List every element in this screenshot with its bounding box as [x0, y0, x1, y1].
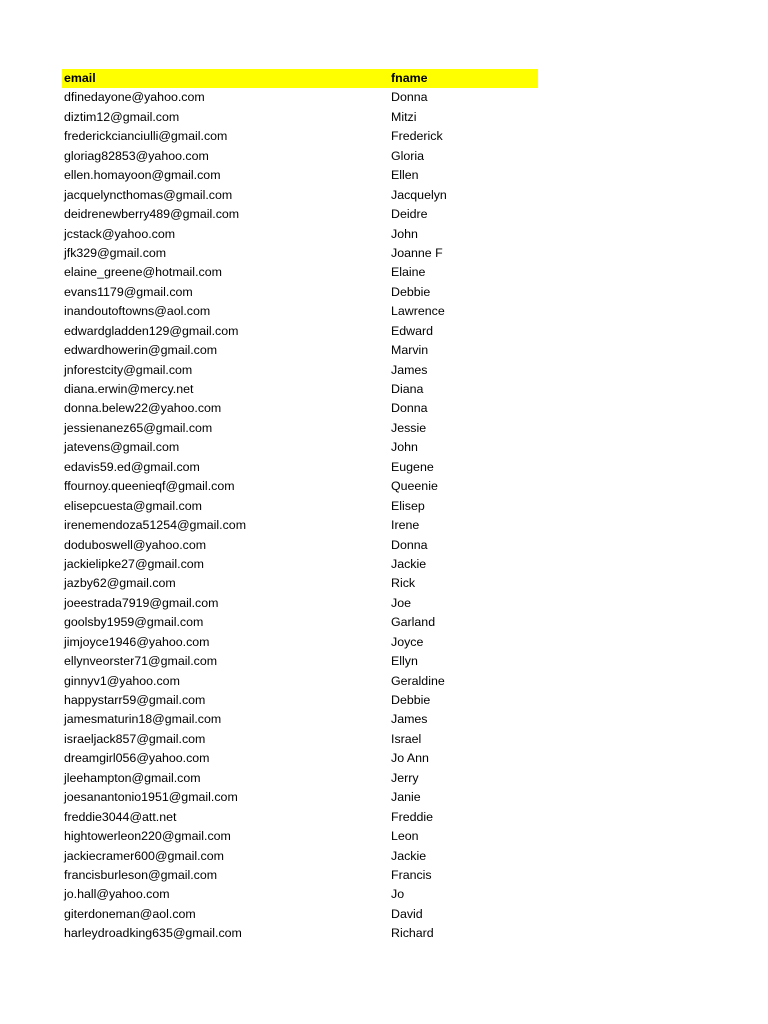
fname-cell: Debbie: [391, 284, 431, 299]
table-row: [62, 613, 538, 632]
header-row: [62, 69, 538, 88]
email-cell: ginnyv1@yahoo.com: [64, 673, 180, 688]
table-row: [62, 127, 538, 146]
fname-cell: Garland: [391, 615, 436, 630]
fname-cell: Frederick: [391, 129, 443, 144]
table-row: [62, 574, 538, 593]
header-fname-cell: fname: [391, 71, 428, 85]
table-row: [62, 633, 538, 652]
fname-cell: Joyce: [391, 634, 424, 649]
email-cell: jacquelyncthomas@gmail.com: [64, 187, 233, 202]
email-cell: jo.hall@yahoo.com: [64, 887, 170, 902]
table-row: [62, 924, 538, 943]
table-row: [62, 147, 538, 166]
email-cell: jackiecramer600@gmail.com: [64, 848, 224, 863]
email-cell: jnforestcity@gmail.com: [64, 362, 193, 377]
fname-cell: Jackie: [391, 556, 427, 571]
fname-cell: James: [391, 362, 428, 377]
email-cell: evans1179@gmail.com: [64, 284, 193, 299]
email-cell: jatevens@gmail.com: [64, 440, 180, 455]
fname-cell: Francis: [391, 867, 432, 882]
email-cell: happystarr59@gmail.com: [64, 693, 206, 707]
fname-cell: Geraldine: [391, 673, 445, 688]
fname-cell: David: [391, 906, 423, 921]
email-cell: dreamgirl056@yahoo.com: [64, 751, 210, 766]
email-cell: gloriag82853@yahoo.com: [64, 148, 209, 163]
fname-cell: Freddie: [391, 809, 434, 824]
email-cell: diana.erwin@mercy.net: [64, 382, 194, 396]
email-cell: freddie3044@att.net: [64, 809, 177, 824]
table-row: [62, 419, 538, 438]
fname-cell: Joanne F: [391, 245, 443, 260]
fname-cell: Eugene: [391, 459, 434, 474]
fname-cell: Leon: [391, 829, 419, 844]
table-row: [62, 749, 538, 768]
fname-cell: Marvin: [391, 343, 429, 358]
table-row: [62, 672, 538, 691]
fname-cell: Diana: [391, 382, 424, 396]
email-cell: jessienanez65@gmail.com: [64, 420, 213, 435]
fname-cell: Elisep: [391, 498, 425, 513]
table-row: [62, 555, 538, 574]
fname-cell: Janie: [391, 790, 421, 805]
email-cell: ffournoy.queenieqf@gmail.com: [64, 479, 235, 494]
fname-cell: Rick: [391, 576, 416, 591]
fname-cell: Israel: [391, 731, 422, 746]
fname-cell: John: [391, 226, 418, 241]
fname-cell: Jerry: [391, 770, 419, 785]
email-cell: goolsby1959@gmail.com: [64, 615, 204, 630]
fname-cell: Elaine: [391, 265, 426, 280]
table-row: [62, 322, 538, 341]
email-cell: irenemendoza51254@gmail.com: [64, 518, 247, 533]
email-cell: donna.belew22@yahoo.com: [64, 401, 222, 416]
table-row: [62, 458, 538, 477]
fname-cell: John: [391, 440, 418, 455]
email-cell: doduboswell@yahoo.com: [64, 537, 207, 552]
email-cell: inandoutoftowns@aol.com: [64, 304, 211, 319]
table-row: [62, 166, 538, 185]
email-cell: harleydroadking635@gmail.com: [64, 926, 242, 941]
fname-cell: Donna: [391, 90, 428, 105]
fname-cell: Richard: [391, 926, 434, 941]
email-cell: ellynveorster71@gmail.com: [64, 654, 218, 669]
email-cell: jfk329@gmail.com: [64, 245, 167, 260]
fname-cell: Donna: [391, 537, 428, 552]
email-cell: elaine_greene@hotmail.com: [64, 265, 222, 280]
email-cell: hightowerleon220@gmail.com: [64, 829, 231, 844]
fname-cell: James: [391, 712, 428, 727]
table-row: [62, 847, 538, 866]
table-row: [62, 866, 538, 885]
table-row: [62, 827, 538, 846]
email-cell: jamesmaturin18@gmail.com: [64, 712, 222, 727]
email-cell: ellen.homayoon@gmail.com: [64, 168, 221, 183]
table-row: [62, 380, 538, 399]
email-cell: jcstack@yahoo.com: [64, 226, 176, 241]
fname-cell: Jo: [391, 887, 405, 902]
email-cell: israeljack857@gmail.com: [64, 731, 206, 746]
email-cell: giterdoneman@aol.com: [64, 906, 196, 921]
email-cell: dfinedayone@yahoo.com: [64, 90, 205, 105]
email-cell: francisburleson@gmail.com: [64, 867, 218, 882]
table-row: [62, 186, 538, 205]
table-row: [62, 516, 538, 535]
fname-cell: Mitzi: [391, 109, 417, 124]
email-cell: edwardhowerin@gmail.com: [64, 343, 218, 358]
spreadsheet-table: [62, 69, 538, 944]
fname-cell: Debbie: [391, 693, 431, 707]
table-row: [62, 652, 538, 671]
email-cell: jazby62@gmail.com: [64, 576, 176, 591]
header-email-cell: email: [64, 71, 96, 85]
fname-cell: Edward: [391, 323, 434, 338]
table-row: [62, 594, 538, 613]
table-row: [62, 808, 538, 827]
fname-cell: Deidre: [391, 207, 428, 222]
table-row: [62, 263, 538, 282]
email-cell: frederickcianciulli@gmail.com: [64, 129, 228, 144]
table-row: [62, 205, 538, 224]
email-cell: jackielipke27@gmail.com: [64, 556, 204, 571]
fname-cell: Jessie: [391, 420, 427, 435]
table-row: [62, 108, 538, 127]
table-row: [62, 302, 538, 321]
table-row: [62, 497, 538, 516]
fname-cell: Jackie: [391, 848, 427, 863]
fname-cell: Donna: [391, 401, 428, 416]
table-row: [62, 283, 538, 302]
email-cell: jleehampton@gmail.com: [64, 770, 201, 785]
table-row: [62, 477, 538, 496]
table-row: [62, 691, 538, 710]
table-row: [62, 710, 538, 729]
email-cell: joesanantonio1951@gmail.com: [64, 790, 238, 805]
fname-cell: Ellen: [391, 168, 419, 183]
email-cell: diztim12@gmail.com: [64, 109, 180, 124]
fname-cell: Queenie: [391, 479, 438, 494]
fname-cell: Jacquelyn: [391, 187, 447, 202]
table-row: [62, 225, 538, 244]
fname-cell: Joe: [391, 595, 411, 610]
table-row: [62, 399, 538, 418]
email-cell: deidrenewberry489@gmail.com: [64, 207, 240, 222]
email-cell: jimjoyce1946@yahoo.com: [64, 634, 210, 649]
table-row: [62, 905, 538, 924]
table-row: [62, 244, 538, 263]
table-row: [62, 88, 538, 107]
email-cell: joeestrada7919@gmail.com: [64, 595, 219, 610]
table-row: [62, 730, 538, 749]
fname-cell: Gloria: [391, 148, 425, 163]
table-body: [62, 88, 538, 943]
email-cell: edavis59.ed@gmail.com: [64, 459, 200, 474]
table-row: [62, 788, 538, 807]
table-row: [62, 361, 538, 380]
table-row: [62, 769, 538, 788]
table-row: [62, 536, 538, 555]
fname-cell: Jo Ann: [391, 751, 429, 766]
table-row: [62, 341, 538, 360]
table-row: [62, 885, 538, 904]
fname-cell: Irene: [391, 518, 420, 533]
email-cell: elisepcuesta@gmail.com: [64, 498, 202, 513]
fname-cell: Lawrence: [391, 304, 445, 319]
table-row: [62, 438, 538, 457]
email-cell: edwardgladden129@gmail.com: [64, 323, 239, 338]
fname-cell: Ellyn: [391, 654, 418, 669]
